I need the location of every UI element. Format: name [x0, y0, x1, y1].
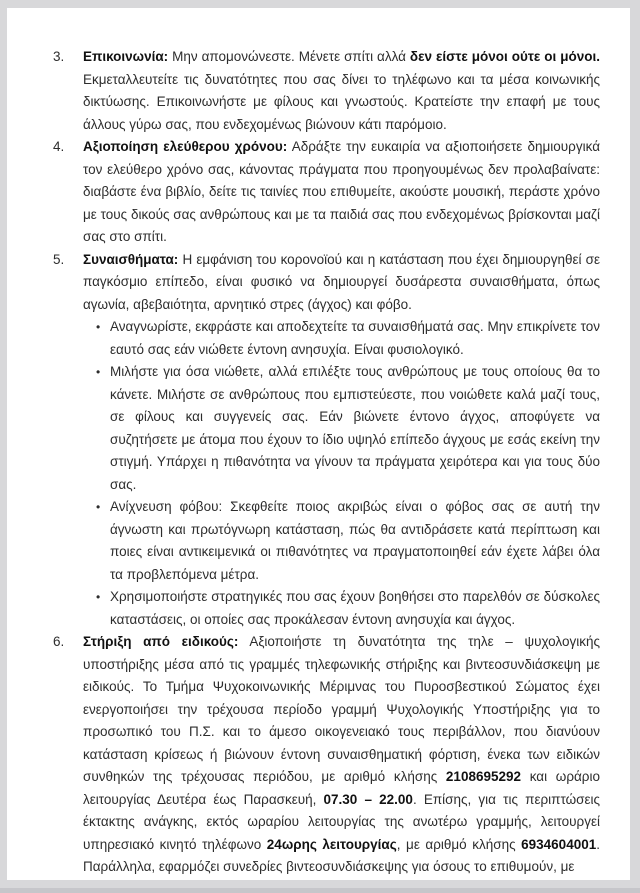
text-run: Ανίχνευση φόβου: Σκεφθείτε ποιος ακριβώς είναι ο φόβος σας σε αυτή την άγνωστη και πρωτόγνωρη κατάσταση, πώς θα αντιδράσετε κατά περίπτωση και ποιες είναι αντικειμενικά οι πιθανότητες να πραγματοποιηθεί εάν έχετε λάβει όλα τα προβλεπόμενα μέτρα.	[110, 499, 600, 582]
item-number: 5.	[53, 251, 65, 267]
text-run-bold: δεν είστε μόνοι ούτε οι μόνοι.	[409, 49, 600, 64]
text-run-bold: Στήριξη από ειδικούς:	[83, 634, 239, 649]
document-content	[7, 8, 630, 879]
text-run: Μην απομονώνεστε. Μένετε σπίτι αλλά	[168, 49, 410, 64]
list-item	[53, 46, 600, 136]
text-run: , με αριθμό κλήσης	[396, 836, 522, 852]
item-number: 6.	[53, 634, 65, 649]
list-item	[83, 496, 600, 586]
bullet-marker: •	[96, 590, 101, 604]
page-gap-divider	[0, 888, 640, 893]
list-item	[53, 136, 600, 249]
item-text	[110, 586, 600, 631]
text-run-bold: 07.30 – 22.00	[323, 791, 413, 807]
bullet-marker: •	[96, 500, 101, 514]
text-run: Αναγνωρίστε, εκφράστε και αποδεχτείτε τα συναισθήματά σας. Μην επικρίνετε τον εαυτό σας εάν νιώθετε έντονη ανησυχία. Είναι φυσιολογικό.	[110, 319, 600, 357]
text-run-bold: 6934604001	[521, 836, 597, 852]
text-run: Η εμφάνιση του κορονοϊού και η κατάσταση που έχει δημιουργηθεί σε παγκόσμιο επίπεδο, είναι φυσικό να δημιουργεί δυσάρεστα συναισθήματα, όπως αγωνία, αβεβαιότητα, αρνητικό στρες (άγχος) και φόβο.	[83, 251, 600, 312]
list-item	[83, 361, 600, 496]
text-run: Αδράξτε την ευκαιρία να αξιοποιήσετε δημιουργικά τον ελεύθερο χρόνο σας, κάνοντας πράγματα που προηγουμένως δεν προλαβαίνατε: διαβάστε ένα βιβλίο, δείτε τις ταινίες που επιθυμείτε, ακούστε μουσική, περάστε χρόνο με τους δικούς σας ανθρώπους και με τα παιδιά σας που ενδεχομένως βρίσκονται μαζί σας στο σπίτι.	[83, 139, 600, 244]
list-item	[53, 249, 600, 317]
item-text	[83, 249, 600, 317]
bullet-marker: •	[96, 320, 101, 334]
text-run-bold: Επικοινωνία:	[83, 49, 169, 64]
text-run: Εκμεταλλευτείτε τις δυνατότητες που σας δίνει το τηλέφωνο και τα μέσα κοινωνικής δικτύωσης. Επικοινωνήστε με φίλους και γνωστούς. Κρατείστε την επαφή με τους άλλους γύρω σας, που ενδεχομένως βιώνουν κάτι παρόμοιο.	[83, 71, 600, 132]
document-page	[7, 8, 630, 880]
item-text	[110, 496, 600, 586]
item-number: 4.	[53, 139, 65, 154]
text-run: Μιλήστε για όσα νιώθετε, αλλά επιλέξτε τους ανθρώπους με τους οποίους θα το κάνετε. Μιλήστε σε ανθρώπους που εμπιστεύεστε, που νοιώθετε καλά μαζί τους, σε φίλους και συγγενείς σας. Εάν βιώνετε έντονο άγχος, αποφύγετε να συζητήσετε με άτομα που έχουν το ίδιο υψηλό επίπεδο άγχους με εσάς εκείνη την στιγμή. Υπάρχει η πιθανότητα να γίνουν τα πράγματα χειρότερα και για τους δύο σας.	[110, 364, 600, 492]
text-run: . Επίσης, για τις περιπτώσεις έκτακτης ανάγκης, εκτός ωραρίου λειτουργίας της ανωτέρω γραμμής, λειτουργεί υπηρεσιακό κινητό τηλέφωνο	[83, 791, 600, 852]
list-item	[83, 586, 600, 631]
bullet-marker: •	[96, 365, 101, 379]
item-text	[110, 316, 600, 361]
text-run-bold: 24ωρης λειτουργίας	[266, 836, 397, 852]
text-run: . Παράλληλα, εφαρμόζει συνεδρίες βιντεοσυνδιάσκεψης για όσους το επιθυμούν, με	[83, 836, 600, 874]
text-run-bold: Αξιοποίηση ελεύθερου χρόνου:	[83, 139, 288, 154]
text-run: και ωράριο λειτουργίας Δευτέρα έως Παρασκευή,	[83, 769, 600, 807]
text-run: Αξιοποιήστε τη δυνατότητα της τηλε – ψυχολογικής υποστήριξης μέσα από τις γραμμές τηλεφωνικής στήριξης και βιντεοσυνδιάσκεψη με ειδικούς. Το Τμήμα Ψυχοκοινωνικής Μέριμνας του Πυροσβεστικού Σώματος έχει ενεργοποιήσει την τρέχουσα περίοδο γραμμή Ψυχολογικής Υποστήριξης για το προσωπικό του Π.Σ. και το άμεσο οικογενειακό τους περιβάλλον, που διανύουν κατάσταση κρίσεως ή βιώνουν έντονη συναισθηματική φόρτιση, ένεκα των ειδικών συνθηκών της τρέχουσας περιόδου, με αριθμό κλήσης	[83, 634, 600, 784]
list-item	[53, 631, 600, 879]
text-run-bold: 2108695292	[445, 769, 522, 784]
text-run: Χρησιμοποιήστε στρατηγικές που σας έχουν βοηθήσει στο παρελθόν σε δύσκολες καταστάσεις, οι οποίες σας προκάλεσαν έντονη ανησυχία και άγχος.	[110, 589, 600, 627]
item-text	[83, 136, 600, 249]
text-run-bold: Συναισθήματα:	[83, 251, 179, 267]
list-item	[83, 316, 600, 361]
item-text	[110, 361, 600, 496]
item-number: 3.	[53, 49, 65, 64]
item-text	[83, 631, 600, 879]
item-text	[83, 46, 600, 136]
